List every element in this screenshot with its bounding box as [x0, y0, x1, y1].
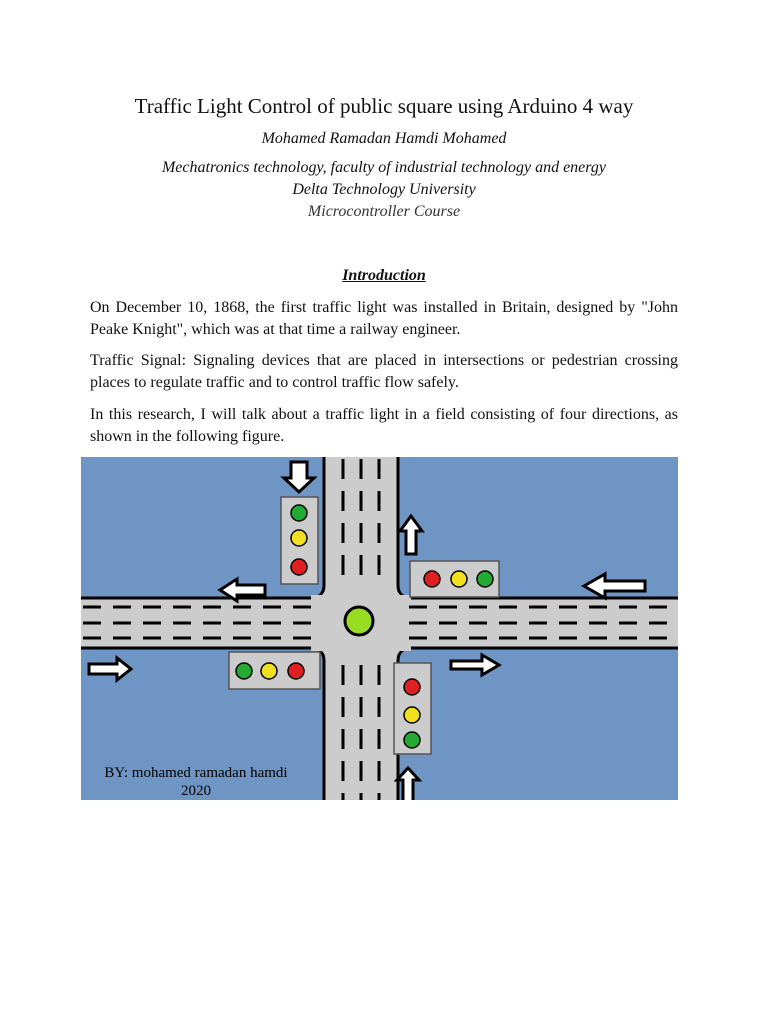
paper-title: Traffic Light Control of public square using Arduino 4 way — [134, 94, 634, 118]
intersection-illustration — [81, 457, 678, 800]
affiliation-university: Delta Technology University — [292, 181, 476, 198]
paragraph-history: On December 10, 1868, the first traffic light was installed in Britain, designed by "John Peake Knight", which was at that time a railway engineer. — [90, 299, 678, 338]
paragraph-research: In this research, I will talk about a traffic light in a field consisting of four directions, as shown in the following figure. — [90, 406, 678, 445]
author-name: Mohamed Ramadan Hamdi Mohamed — [261, 130, 507, 147]
figure-credit-year: 2020 — [181, 783, 211, 799]
signal-north — [281, 497, 318, 584]
signal-south — [394, 663, 431, 754]
signal-east — [410, 561, 499, 597]
section-heading: Introduction — [342, 267, 426, 284]
signal-west — [229, 652, 320, 689]
course-name: Microcontroller Course — [307, 203, 461, 220]
intersection-figure — [81, 457, 678, 800]
figure-credit-author: BY: mohamed ramadan hamdi — [104, 765, 288, 781]
center-light-icon — [345, 607, 373, 635]
affiliation-faculty: Mechatronics technology, faculty of industrial technology and energy — [161, 159, 607, 176]
paragraph-definition: Traffic Signal: Signaling devices that are placed in intersections or pedestrian crossing places to regulate traffic and to control traffic flow safely. — [90, 352, 678, 391]
